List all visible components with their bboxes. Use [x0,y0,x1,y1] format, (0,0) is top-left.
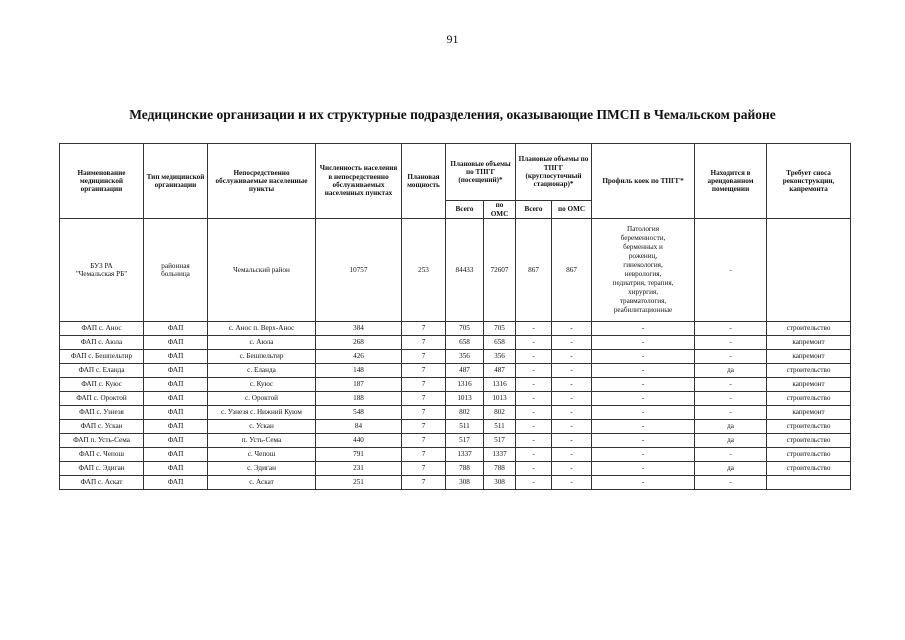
cell-capacity: 253 [402,219,446,322]
cell-org-name: ФАП с. Бешпельтир [60,350,144,364]
cell-org-type: ФАП [144,392,208,406]
cell-org-name: ФАП с. Анос [60,322,144,336]
cell-rented: да [695,420,767,434]
cell-population: 188 [316,392,402,406]
cell-capacity: 7 [402,406,446,420]
cell-hospital-total: - [516,476,552,490]
cell-visits-oms: 487 [484,364,516,378]
cell-hospital-oms: - [552,392,592,406]
cell-profile: - [592,434,695,448]
cell-profile: - [592,336,695,350]
cell-capacity: 7 [402,364,446,378]
cell-profile: - [592,322,695,336]
cell-visits-total: 1337 [446,448,484,462]
cell-repair [767,219,851,322]
cell-capacity: 7 [402,420,446,434]
cell-profile: - [592,364,695,378]
cell-population: 548 [316,406,402,420]
cell-settlements: Чемальский район [208,219,316,322]
subheader-visits-total: Всего [446,201,484,219]
cell-hospital-oms: - [552,476,592,490]
header-rented: Находится в арендованном помещении [695,144,767,219]
cell-hospital-total: - [516,420,552,434]
header-repair: Требует сноса реконструкции, капремонта [767,144,851,219]
cell-profile: - [592,476,695,490]
cell-hospital-total: - [516,322,552,336]
cell-settlements: с. Эдиган [208,462,316,476]
cell-population: 440 [316,434,402,448]
header-org-type: Тип медицинской организации [144,144,208,219]
cell-settlements: с. Аюла [208,336,316,350]
cell-capacity: 7 [402,350,446,364]
cell-hospital-total: - [516,448,552,462]
cell-population: 426 [316,350,402,364]
cell-hospital-oms: - [552,336,592,350]
header-settlements: Непосредственно обслуживаемые населенные пункты [208,144,316,219]
document-title: Медицинские организации и их структурные подразделения, оказывающие ПМСП в Чемальском районе [129,107,776,122]
cell-population: 791 [316,448,402,462]
cell-profile: Патология беременности, берменных и рожениц, гинекология, неврология, педиатрия, терапия, хирургия, травматология, реабилитационные [592,219,695,322]
table-row [60,448,851,462]
cell-repair: строительство [767,364,851,378]
table-row [60,219,851,322]
cell-rented: - [695,406,767,420]
cell-rented: - [695,476,767,490]
cell-rented: - [695,448,767,462]
cell-visits-total: 802 [446,406,484,420]
header-profile: Профиль коек по ТПГГ* [592,144,695,219]
cell-hospital-total: 867 [516,219,552,322]
cell-org-name: ФАП с. Чепош [60,448,144,462]
cell-hospital-oms: - [552,350,592,364]
cell-rented: - [695,350,767,364]
header-visits-group: Плановые объемы по ТПГГ (посещений)* [446,144,516,201]
cell-visits-oms: 308 [484,476,516,490]
table-row [60,434,851,448]
cell-rented: - [695,392,767,406]
cell-rented: да [695,462,767,476]
cell-visits-total: 517 [446,434,484,448]
cell-visits-total: 788 [446,462,484,476]
table-body [60,219,851,490]
cell-org-name: ФАП с. Куюс [60,378,144,392]
cell-capacity: 7 [402,322,446,336]
cell-org-name: ФАП п. Усть-Сема [60,434,144,448]
cell-hospital-total: - [516,336,552,350]
page-number: 91 [446,32,459,46]
cell-org-type: ФАП [144,322,208,336]
cell-org-name: ФАП с. Эдиган [60,462,144,476]
cell-population: 10757 [316,219,402,322]
cell-org-type: ФАП [144,434,208,448]
cell-repair: строительство [767,462,851,476]
subheader-hospital-oms: по ОМС [552,201,592,219]
cell-hospital-oms: - [552,378,592,392]
cell-hospital-oms: 867 [552,219,592,322]
cell-repair: капремонт [767,350,851,364]
cell-org-name: ФАП с. Ускан [60,420,144,434]
cell-hospital-oms: - [552,322,592,336]
cell-org-name: ФАП с. Узнезя [60,406,144,420]
cell-org-type: ФАП [144,378,208,392]
cell-repair: строительство [767,392,851,406]
cell-hospital-total: - [516,378,552,392]
cell-hospital-total: - [516,392,552,406]
cell-rented: да [695,364,767,378]
cell-repair: строительство [767,322,851,336]
cell-population: 231 [316,462,402,476]
cell-repair: строительство [767,420,851,434]
cell-rented: да [695,434,767,448]
cell-visits-total: 487 [446,364,484,378]
cell-capacity: 7 [402,434,446,448]
cell-org-type: ФАП [144,406,208,420]
cell-hospital-oms: - [552,448,592,462]
cell-hospital-oms: - [552,406,592,420]
cell-hospital-oms: - [552,364,592,378]
cell-visits-oms: 658 [484,336,516,350]
cell-hospital-oms: - [552,434,592,448]
cell-hospital-total: - [516,406,552,420]
cell-hospital-total: - [516,462,552,476]
cell-settlements: с. Куюс [208,378,316,392]
cell-settlements: с. Ускан [208,420,316,434]
cell-population: 268 [316,336,402,350]
cell-visits-total: 511 [446,420,484,434]
header-population: Численность населения в непосредственно обслуживаемых населенных пунктах [316,144,402,219]
cell-org-type: ФАП [144,350,208,364]
cell-repair: капремонт [767,406,851,420]
cell-settlements: с. Ороктой [208,392,316,406]
cell-profile: - [592,350,695,364]
cell-visits-total: 1013 [446,392,484,406]
cell-visits-oms: 1316 [484,378,516,392]
cell-population: 187 [316,378,402,392]
cell-visits-oms: 517 [484,434,516,448]
cell-repair: капремонт [767,336,851,350]
table-row [60,406,851,420]
table-row [60,378,851,392]
organizations-table [59,143,851,490]
cell-capacity: 7 [402,476,446,490]
cell-org-type: ФАП [144,476,208,490]
table-row [60,476,851,490]
cell-capacity: 7 [402,378,446,392]
cell-repair [767,476,851,490]
cell-org-name: ФАП с. Аюла [60,336,144,350]
cell-rented: - [695,219,767,322]
cell-population: 251 [316,476,402,490]
cell-profile: - [592,406,695,420]
subheader-hospital-total: Всего [516,201,552,219]
cell-org-name: БУЗ РА "Чемальская РБ" [60,219,144,322]
cell-visits-oms: 1337 [484,448,516,462]
header-hospital-group: Плановые объемы по ТПГГ (круглосуточный стационар)* [516,144,592,201]
cell-population: 84 [316,420,402,434]
cell-capacity: 7 [402,336,446,350]
cell-visits-total: 658 [446,336,484,350]
cell-rented: - [695,322,767,336]
cell-org-type: ФАП [144,420,208,434]
cell-visits-oms: 788 [484,462,516,476]
header-capacity: Плановая мощность [402,144,446,219]
cell-profile: - [592,392,695,406]
cell-org-type: районная больница [144,219,208,322]
table-header-row [60,144,851,201]
cell-hospital-total: - [516,364,552,378]
cell-capacity: 7 [402,392,446,406]
cell-settlements: с. Узнезя с. Нижний Куюм [208,406,316,420]
cell-capacity: 7 [402,448,446,462]
cell-org-name: ФАП с. Еланда [60,364,144,378]
cell-visits-oms: 356 [484,350,516,364]
cell-population: 384 [316,322,402,336]
cell-population: 148 [316,364,402,378]
cell-repair: капремонт [767,378,851,392]
cell-hospital-total: - [516,434,552,448]
cell-org-type: ФАП [144,364,208,378]
cell-profile: - [592,378,695,392]
cell-settlements: п. Усть-Сема [208,434,316,448]
cell-settlements: с. Анос п. Верх-Анос [208,322,316,336]
cell-profile: - [592,448,695,462]
cell-visits-oms: 705 [484,322,516,336]
table-row [60,462,851,476]
cell-org-name: ФАП с. Аскат [60,476,144,490]
cell-profile: - [592,420,695,434]
cell-org-type: ФАП [144,448,208,462]
cell-visits-oms: 72607 [484,219,516,322]
table-row [60,350,851,364]
cell-visits-total: 356 [446,350,484,364]
cell-visits-total: 308 [446,476,484,490]
cell-visits-total: 1316 [446,378,484,392]
table-row [60,322,851,336]
table-row [60,336,851,350]
table-row [60,420,851,434]
cell-org-name: ФАП с. Ороктой [60,392,144,406]
cell-profile: - [592,462,695,476]
subheader-visits-oms: по ОМС [484,201,516,219]
cell-repair: строительство [767,434,851,448]
table-row [60,392,851,406]
cell-visits-oms: 1013 [484,392,516,406]
cell-capacity: 7 [402,462,446,476]
cell-settlements: с. Бешпельтир [208,350,316,364]
cell-visits-oms: 511 [484,420,516,434]
cell-visits-total: 705 [446,322,484,336]
cell-hospital-oms: - [552,462,592,476]
cell-visits-total: 84433 [446,219,484,322]
cell-visits-oms: 802 [484,406,516,420]
cell-rented: - [695,378,767,392]
cell-repair: строительство [767,448,851,462]
cell-rented: - [695,336,767,350]
cell-hospital-oms: - [552,420,592,434]
cell-settlements: с. Еланда [208,364,316,378]
cell-org-type: ФАП [144,462,208,476]
table-row [60,364,851,378]
cell-org-type: ФАП [144,336,208,350]
cell-settlements: с. Чепош [208,448,316,462]
cell-hospital-total: - [516,350,552,364]
header-org-name: Наименование медицинской организации [60,144,144,219]
cell-settlements: с. Аскат [208,476,316,490]
